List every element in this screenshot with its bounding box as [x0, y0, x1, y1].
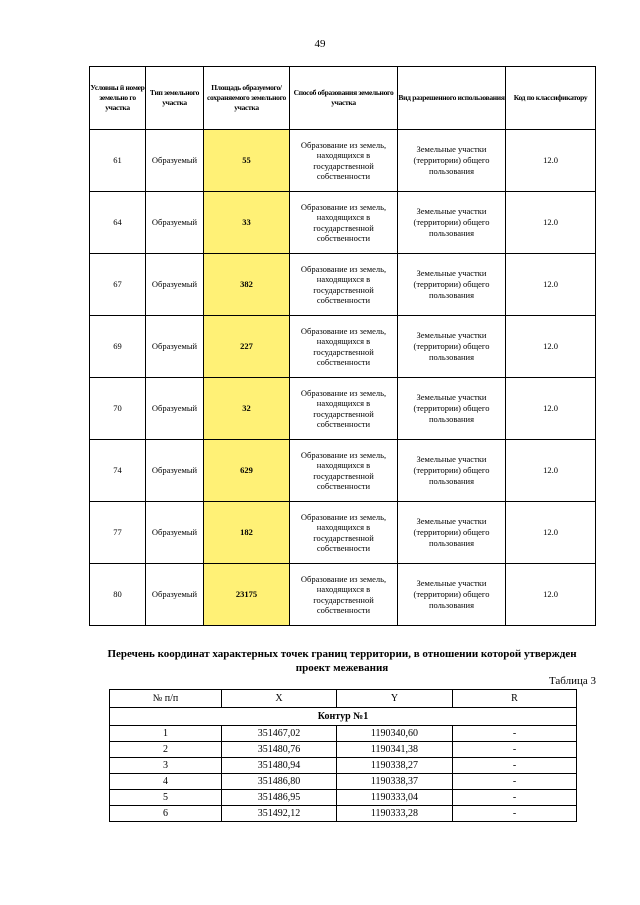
coord-row [110, 726, 577, 742]
point-number: 3 [110, 758, 222, 774]
plot-row [90, 254, 596, 316]
coord-y: 1190338,27 [337, 758, 453, 774]
formation-method: Образование из земель, находящихся в государственной собственности [290, 440, 398, 502]
plot-number: 61 [90, 130, 146, 192]
plot-area: 227 [204, 316, 290, 378]
coord-r: - [453, 806, 577, 822]
coord-row [110, 790, 577, 806]
formation-method: Образование из земель, находящихся в государственной собственности [290, 130, 398, 192]
plot-number: 67 [90, 254, 146, 316]
classifier-code: 12.0 [506, 130, 596, 192]
coord-r: - [453, 726, 577, 742]
permitted-use: Земельные участки (территории) общего пользования [398, 564, 506, 626]
classifier-code: 12.0 [506, 254, 596, 316]
table-caption: Таблица 3 [548, 675, 596, 687]
plot-type: Образуемый [146, 378, 204, 440]
plot-number: 77 [90, 502, 146, 564]
point-number: 5 [110, 790, 222, 806]
header-classifier-code: Код по классификатору [506, 67, 596, 130]
plot-row [90, 192, 596, 254]
plot-row [90, 130, 596, 192]
plot-area: 629 [204, 440, 290, 502]
contour-row [110, 708, 577, 726]
coord-x: 351480,76 [222, 742, 337, 758]
plot-row [90, 440, 596, 502]
permitted-use: Земельные участки (территории) общего пользования [398, 502, 506, 564]
classifier-code: 12.0 [506, 440, 596, 502]
point-number: 2 [110, 742, 222, 758]
formation-method: Образование из земель, находящихся в государственной собственности [290, 564, 398, 626]
plot-area: 382 [204, 254, 290, 316]
coord-r: - [453, 758, 577, 774]
plot-number: 74 [90, 440, 146, 502]
point-number: 6 [110, 806, 222, 822]
coord-y: 1190341,38 [337, 742, 453, 758]
coord-x: 351480,94 [222, 758, 337, 774]
plots-header-row [90, 67, 596, 130]
coord-x: 351486,95 [222, 790, 337, 806]
classifier-code: 12.0 [506, 192, 596, 254]
coord-y: 1190340,60 [337, 726, 453, 742]
header-permitted-use: Вид разрешенного использования [398, 67, 506, 130]
point-number: 1 [110, 726, 222, 742]
coord-row [110, 774, 577, 790]
header-x: X [222, 690, 337, 708]
header-plot-area: Площадь образуемого/ сохраняемого земельного участка [204, 67, 290, 130]
contour-label: Контур №1 [110, 708, 577, 726]
coord-r: - [453, 790, 577, 806]
classifier-code: 12.0 [506, 564, 596, 626]
formation-method: Образование из земель, находящихся в государственной собственности [290, 502, 398, 564]
header-plot-type: Тип земельного участка [146, 67, 204, 130]
coord-r: - [453, 774, 577, 790]
plot-type: Образуемый [146, 254, 204, 316]
section-title: Перечень координат характерных точек границ территории, в отношении которой утвержден проект межевания [107, 648, 577, 674]
header-plot-number: Условны й номер земельно го участка [90, 67, 146, 130]
plot-area: 55 [204, 130, 290, 192]
permitted-use: Земельные участки (территории) общего пользования [398, 440, 506, 502]
land-plots-table [89, 66, 596, 626]
page-number: 49 [314, 38, 326, 50]
plot-area: 32 [204, 378, 290, 440]
header-formation-method: Способ образования земельного участка [290, 67, 398, 130]
plot-type: Образуемый [146, 502, 204, 564]
classifier-code: 12.0 [506, 502, 596, 564]
plot-number: 80 [90, 564, 146, 626]
plot-row [90, 378, 596, 440]
plot-type: Образуемый [146, 192, 204, 254]
classifier-code: 12.0 [506, 378, 596, 440]
plot-type: Образуемый [146, 130, 204, 192]
header-y: Y [337, 690, 453, 708]
permitted-use: Земельные участки (территории) общего пользования [398, 316, 506, 378]
coord-x: 351486,80 [222, 774, 337, 790]
header-r: R [453, 690, 577, 708]
plot-type: Образуемый [146, 440, 204, 502]
coord-x: 351467,02 [222, 726, 337, 742]
plot-area: 23175 [204, 564, 290, 626]
plot-row [90, 502, 596, 564]
coord-x: 351492,12 [222, 806, 337, 822]
formation-method: Образование из земель, находящихся в государственной собственности [290, 254, 398, 316]
plot-number: 69 [90, 316, 146, 378]
plot-row [90, 316, 596, 378]
header-point-number: № п/п [110, 690, 222, 708]
formation-method: Образование из земель, находящихся в государственной собственности [290, 316, 398, 378]
permitted-use: Земельные участки (территории) общего пользования [398, 192, 506, 254]
plot-type: Образуемый [146, 564, 204, 626]
formation-method: Образование из земель, находящихся в государственной собственности [290, 192, 398, 254]
plot-type: Образуемый [146, 316, 204, 378]
coordinates-table [109, 689, 577, 822]
coord-y: 1190338,37 [337, 774, 453, 790]
point-number: 4 [110, 774, 222, 790]
coord-row [110, 758, 577, 774]
plot-row [90, 564, 596, 626]
coord-row [110, 742, 577, 758]
formation-method: Образование из земель, находящихся в государственной собственности [290, 378, 398, 440]
classifier-code: 12.0 [506, 316, 596, 378]
coord-y: 1190333,04 [337, 790, 453, 806]
coord-header-row [110, 690, 577, 708]
plot-area: 182 [204, 502, 290, 564]
plot-area: 33 [204, 192, 290, 254]
plot-number: 70 [90, 378, 146, 440]
coord-y: 1190333,28 [337, 806, 453, 822]
permitted-use: Земельные участки (территории) общего пользования [398, 378, 506, 440]
coord-r: - [453, 742, 577, 758]
plot-number: 64 [90, 192, 146, 254]
permitted-use: Земельные участки (территории) общего пользования [398, 254, 506, 316]
permitted-use: Земельные участки (территории) общего пользования [398, 130, 506, 192]
coord-row [110, 806, 577, 822]
